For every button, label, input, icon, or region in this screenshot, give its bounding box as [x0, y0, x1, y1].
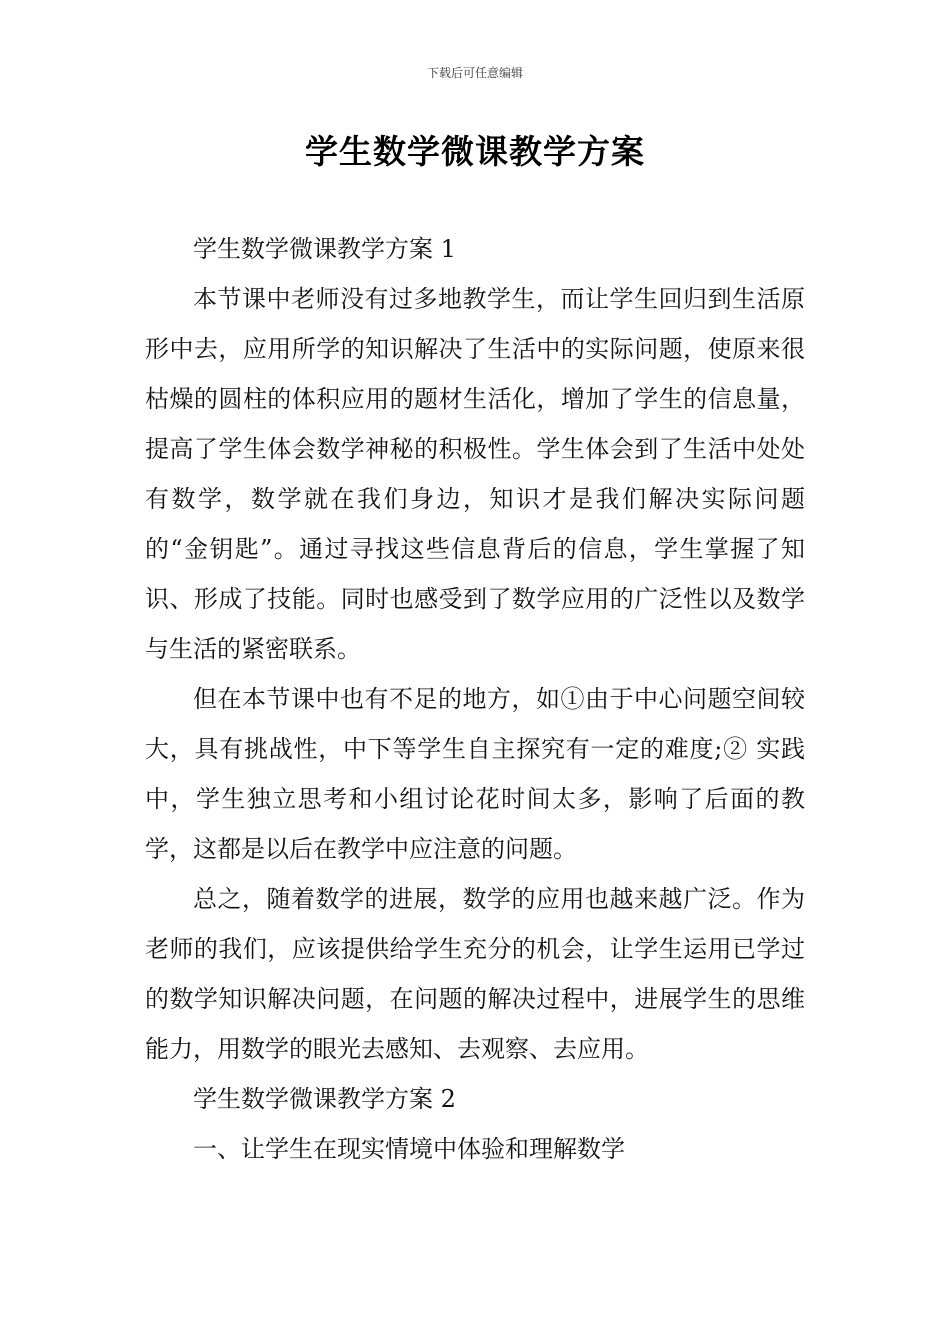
section-heading-2: 学生数学微课教学方案 2 [193, 1085, 456, 1113]
body-paragraph: 但在本节课中也有不足的地方，如①由于中心问题空间较大，具有挑战性，中下等学生自主探究有一定的难度;② 实践中，学生独立思考和小组讨论花时间太多，影响了后面的教学，这都是以后在教学中应注意的问题。 [145, 685, 805, 863]
body-paragraph: 总之，随着数学的进展，数学的应用也越来越广泛。作为老师的我们，应该提供给学生充分的机会，让学生运用已学过的数学知识解决问题，在问题的解决过程中，进展学生的思维能力，用数学的眼光去感知、去观察、去应用。 [145, 885, 805, 1063]
document-title: 学生数学微课教学方案 [305, 132, 645, 171]
section-heading-1: 学生数学微课教学方案 1 [193, 235, 456, 263]
header-note: 下载后可任意编辑 [426, 66, 523, 80]
document-body [145, 224, 805, 1174]
sub-heading: 一、让学生在现实情境中体验和理解数学 [193, 1135, 625, 1163]
body-paragraph: 本节课中老师没有过多地教学生，而让学生回归到生活原形中去，应用所学的知识解决了生活中的实际问题，使原来很枯燥的圆柱的体积应用的题材生活化，增加了学生的信息量，提高了学生体会数学神秘的积极性。学生体会到了生活中处处有数学，数学就在我们身边，知识才是我们解决实际问题的“金钥匙”。通过寻找这些信息背后的信息，学生掌握了知识、形成了技能。同时也感受到了数学应用的广泛性以及数学与生活的紧密联系。 [145, 285, 805, 663]
